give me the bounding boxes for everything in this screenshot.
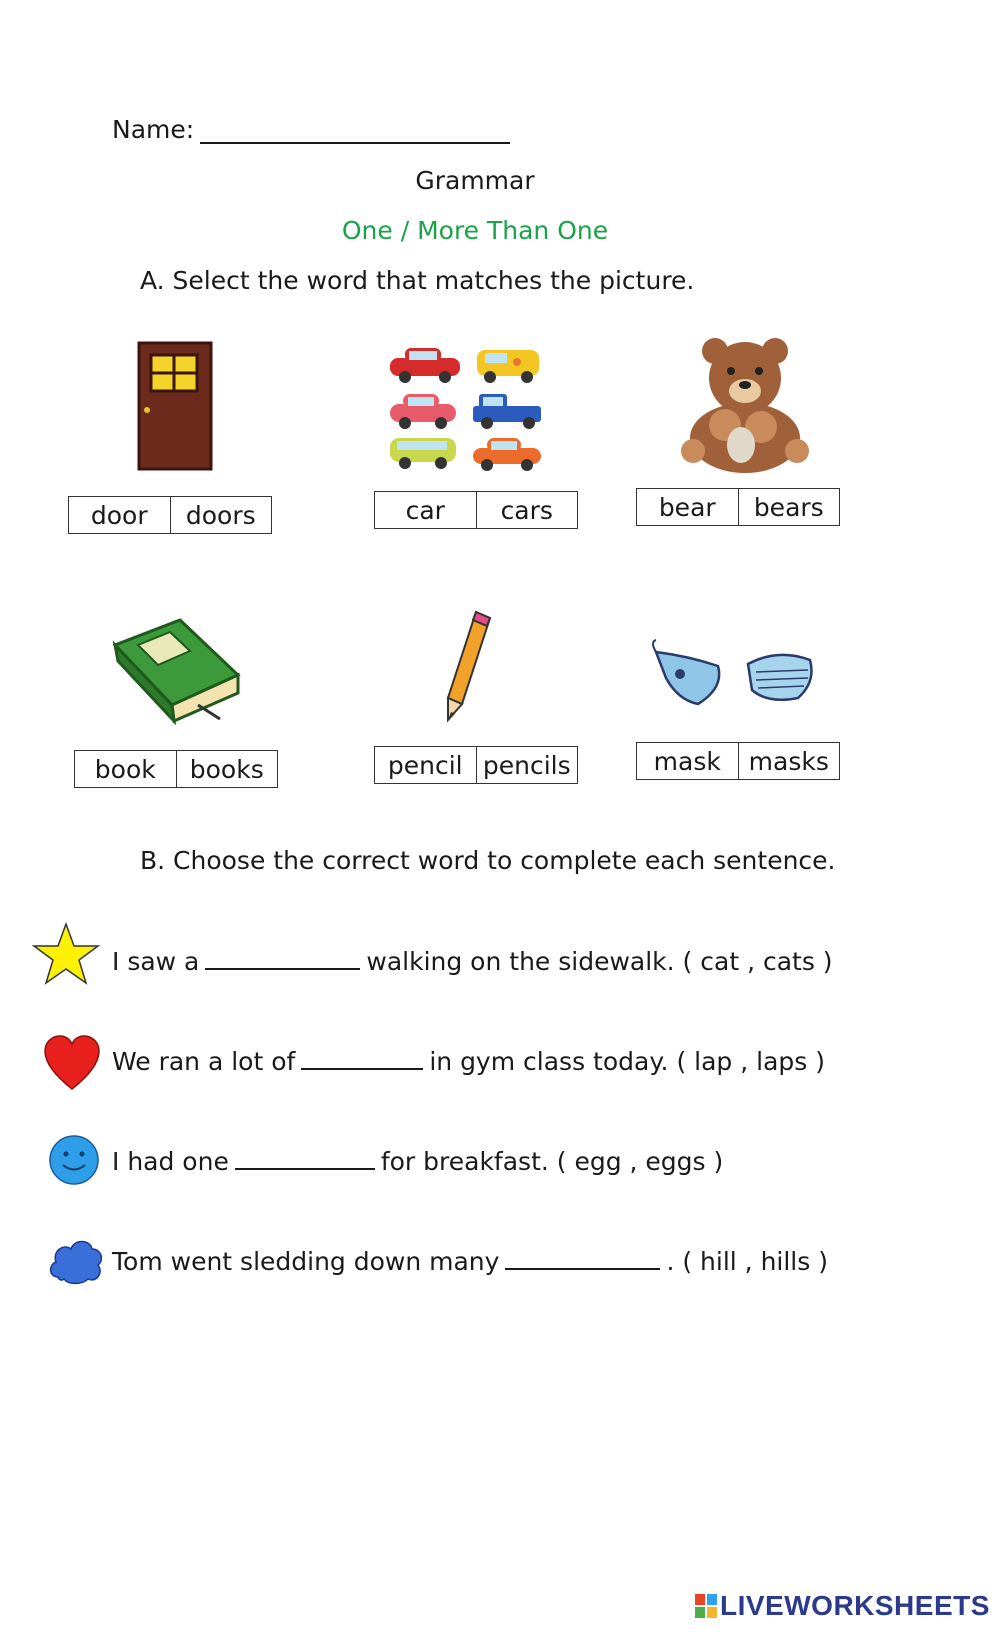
masks-icon (648, 638, 820, 713)
sentence-4-after: . ( hill , hills ) (666, 1247, 828, 1276)
sentence-1-blank[interactable] (205, 946, 360, 970)
choice-box-mask (636, 742, 840, 780)
sentence-2-after: in gym class today. ( lap , laps ) (429, 1047, 825, 1076)
cloud-icon (46, 1235, 104, 1285)
choice-car[interactable]: car (405, 495, 445, 525)
choice-mask[interactable]: mask (653, 746, 721, 776)
name-field[interactable] (200, 118, 510, 144)
name-row (112, 115, 510, 144)
door-icon (125, 335, 225, 475)
sentence-1 (112, 946, 833, 976)
choice-books[interactable]: books (176, 751, 278, 787)
sentence-4-blank[interactable] (505, 1246, 660, 1270)
sentence-3-after: for breakfast. ( egg , eggs ) (380, 1147, 724, 1176)
choice-masks[interactable]: masks (738, 743, 840, 779)
sentence-2-blank[interactable] (301, 1046, 423, 1070)
choice-bear[interactable]: bear (658, 492, 716, 522)
sentence-4-before: Tom went sledding down many (112, 1247, 500, 1276)
page-title: Grammar (415, 166, 535, 195)
page-subtitle: One / More Than One (341, 216, 609, 245)
pencil-icon (440, 608, 495, 723)
heart-icon (43, 1034, 101, 1092)
sentence-3-before: I had one (112, 1147, 229, 1176)
choice-cars[interactable]: cars (476, 492, 578, 528)
sentence-1-after: walking on the sidewalk. ( cat , cats ) (366, 947, 833, 976)
choice-book[interactable]: book (94, 754, 156, 784)
choice-box-car (374, 491, 578, 529)
brand-icon (695, 1594, 717, 1618)
choice-pencils[interactable]: pencils (476, 747, 578, 783)
choice-box-pencil (374, 746, 578, 784)
brand-name: LIVEWORKSHEETS (720, 1590, 990, 1621)
choice-bears[interactable]: bears (738, 489, 840, 525)
book-icon (110, 615, 245, 725)
choice-pencil[interactable]: pencil (387, 750, 463, 780)
cars-icon (385, 340, 550, 475)
brand-logo[interactable] (695, 1590, 990, 1622)
choice-door[interactable]: door (90, 500, 148, 530)
choice-box-door (68, 496, 272, 534)
star-icon (32, 922, 100, 986)
sentence-3-blank[interactable] (235, 1146, 375, 1170)
sentence-2-before: We ran a lot of (112, 1047, 296, 1076)
sentence-2 (112, 1046, 825, 1076)
sentence-4 (112, 1246, 828, 1276)
name-label: Name: (112, 115, 195, 144)
bears-icon (675, 333, 815, 473)
choice-doors[interactable]: doors (170, 497, 272, 533)
sentence-1-before: I saw a (112, 947, 200, 976)
section-a-instruction: A. Select the word that matches the picture. (140, 266, 695, 295)
choice-box-bear (636, 488, 840, 526)
smiley-icon (48, 1134, 100, 1186)
section-b-instruction: B. Choose the correct word to complete each sentence. (140, 846, 836, 875)
sentence-3 (112, 1146, 723, 1176)
choice-box-book (74, 750, 278, 788)
